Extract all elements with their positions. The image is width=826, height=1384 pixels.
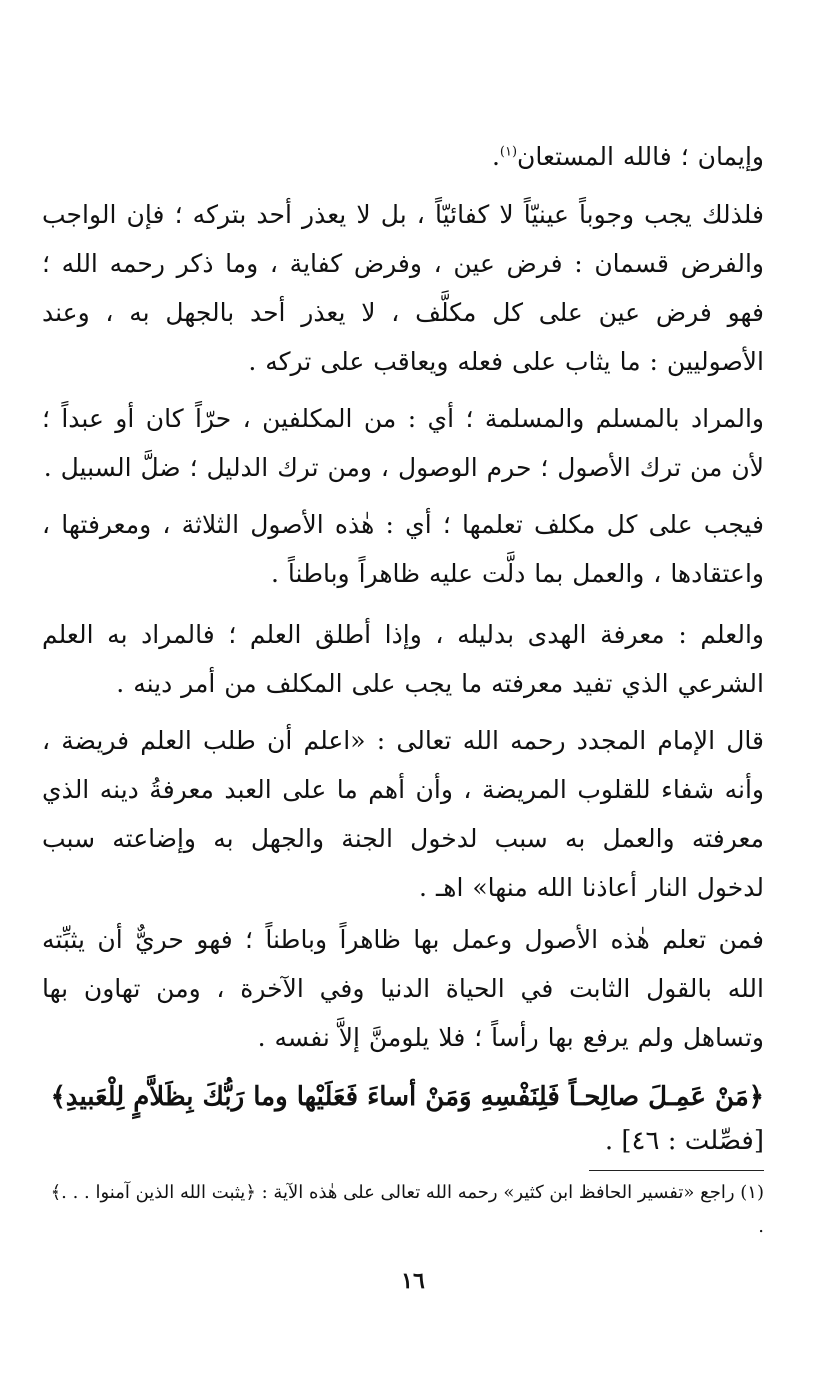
paragraph: والعلم : معرفة الهدى بدليله ، وإذا أطلق العلم ؛ فالمراد به العلم الشرعي الذي تفيد معرفته ما يجب على المكلف من أمر دينه .: [42, 620, 764, 698]
paragraph-quote: قال الإمام المجدد رحمه الله تعالى : «اعلم أن طلب العلم فريضة ، وأنه شفاء للقلوب المريضة ، وأن أهم ما على العبد معرفةُ دينه الذي معرفته والعمل به سبب لدخول الجنة والجهل به وإضاعته سبب لدخول النار أعاذنا الله منها» اهـ .: [42, 726, 764, 902]
footnote: (١) راجع «تفسير الحافظ ابن كثير» رحمه الله تعالى على هٰذه الآية : ﴿يثبت الله الذين آمنوا . . .﴾ .: [50, 1182, 764, 1237]
quran-verse: [42, 1075, 764, 1163]
opening-line-end: .: [491, 142, 500, 171]
footnote-marker[interactable]: (١): [499, 144, 518, 160]
footnote-divider: [589, 1170, 764, 1171]
verse-text: ﴿مَنْ عَمِـلَ صالِحـاً فَلِنَفْسِهِ وَمَنْ أساءَ فَعَلَيْها وما رَبُّكَ بِظَلاَّمٍ لِلْعَبيدِ﴾: [50, 1082, 764, 1112]
paragraph: فمن تعلم هٰذه الأصول وعمل بها ظاهراً وباطناً ؛ فهو حريٌّ أن يثبِّته الله بالقول الثابت في الحياة الدنيا وفي الآخرة ، ومن تهاون بها وتساهل ولم يرفع بها رأساً ؛ فلا يلومنَّ إلاَّ نفسه .: [42, 925, 764, 1052]
paragraph: فيجب على كل مكلف تعلمها ؛ أي : هٰذه الأصول الثلاثة ، ومعرفتها ، واعتقادها ، والعمل بما دلَّت عليه ظاهراً وباطناً .: [42, 510, 764, 588]
paragraph: والمراد بالمسلم والمسلمة ؛ أي : من المكلفين ، حرّاً كان أو عبداً ؛ لأن من ترك الأصول ؛ حرم الوصول ، ومن ترك الدليل ؛ ضلَّ السبيل .: [42, 404, 764, 482]
page-number: ١٦: [401, 1268, 425, 1294]
verse-reference: [فصِّلت : ٤٦] .: [604, 1126, 764, 1156]
paragraph: فلذلك يجب وجوباً عينيّاً لا كفائيّاً ، بل لا يعذر أحد بتركه ؛ فإن الواجب والفرض قسمان : فرض عين ، وفرض كفاية ، وما ذكر رحمه الله ؛ فهو فرض عين على كل مكلَّف ، لا يعذر أحد بالجهل به ، وعند الأصوليين : ما يثاب على فعله ويعاقب على تركه .: [42, 200, 764, 376]
opening-line: [42, 132, 764, 181]
opening-line-text: وإيمان ؛ فالله المستعان: [517, 142, 764, 171]
